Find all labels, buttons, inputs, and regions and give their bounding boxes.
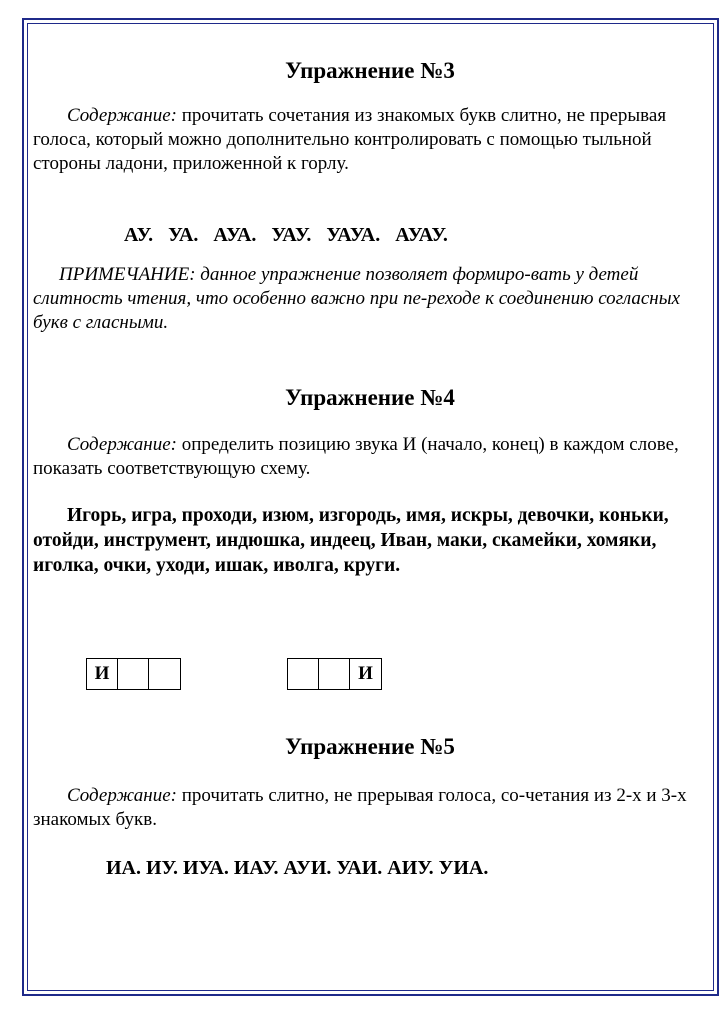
sound-scheme-start (86, 658, 181, 690)
sound-scheme-end (287, 658, 382, 690)
exercise-5-content (33, 784, 705, 832)
exercise-4-content (33, 433, 705, 481)
scheme-end-cell-1 (288, 659, 319, 689)
exercise-3-content-label: Содержание: (67, 105, 177, 126)
exercise-3-syllables: АУ. УА. АУА. УАУ. УАУА. АУАУ. (124, 224, 448, 246)
scheme-start-cell-3 (149, 659, 180, 689)
scheme-start-cell-2 (118, 659, 149, 689)
exercise-3-note-text: ПРИМЕЧАНИЕ: данное упражнение позволяет формиро-вать у детей слитность чтения, что особенно важно при пе-реходе к соединению согласных букв с гласными. (33, 264, 681, 333)
exercise-4-words: Игорь, игра, проходи, изюм, изгородь, имя, искры, девочки, коньки, отойди, инструмент, индюшка, индеец, Иван, маки, скамейки, хомяки, иголка, очки, уходи, ишак, иволга, круги. (33, 505, 669, 576)
exercise-4-title: Упражнение №4 (285, 385, 455, 410)
scheme-start-cell-1: И (87, 659, 118, 689)
exercise-4-content-text: определить позицию звука И (начало, конец) в каждом слове, показать соответствующую схему. (33, 434, 679, 479)
exercise-4-word-list (33, 503, 705, 578)
exercise-3-note (33, 263, 705, 335)
scheme-end-cell-2 (319, 659, 350, 689)
exercise-5-content-text: прочитать слитно, не прерывая голоса, со-четания из 2-х и 3-х знакомых букв. (33, 785, 687, 830)
exercise-3-content-text: прочитать сочетания из знакомых букв слитно, не прерывая голоса, который можно дополнительно контролировать с помощью тыльной стороны ладони, приложенной к горлу. (33, 105, 667, 174)
exercise-5-syllables: ИА. ИУ. ИУА. ИАУ. АУИ. УАИ. АИУ. УИА. (106, 857, 489, 879)
exercise-5-title: Упражнение №5 (285, 734, 455, 759)
scheme-end-cell-3: И (358, 663, 373, 684)
exercise-4-content-label: Содержание: (67, 434, 177, 455)
exercise-5-content-label: Содержание: (67, 785, 177, 806)
exercise-3-content (33, 104, 705, 176)
exercise-3-title: Упражнение №3 (285, 58, 455, 83)
